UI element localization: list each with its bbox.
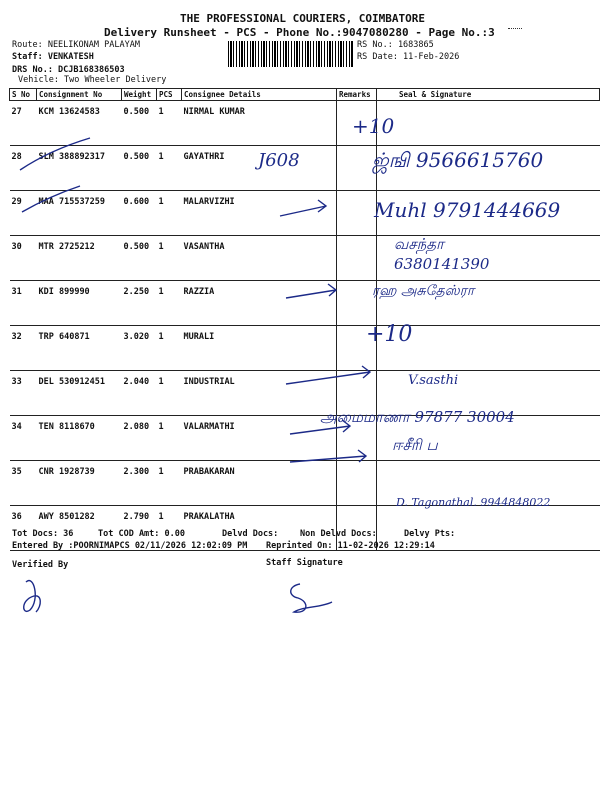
cell-consignee: NIRMAL KUMAR <box>182 101 337 146</box>
cell-pcs: 1 <box>157 326 182 371</box>
arrow-icon <box>290 450 366 462</box>
reprinted-on: Reprinted On: 11-02-2026 12:29:14 <box>266 541 435 551</box>
total-cod: Tot COD Amt: 0.00 <box>98 529 185 539</box>
cell-consignee: VASANTHA <box>182 236 337 281</box>
cell-sno: 35 <box>10 461 37 506</box>
cell-sno: 30 <box>10 236 37 281</box>
verified-by-label: Verified By <box>12 560 69 570</box>
cell-sno: 36 <box>10 506 37 551</box>
cell-sno: 27 <box>10 101 37 146</box>
cell-consignee: GAYATHRI <box>182 146 337 191</box>
handwritten-signature: ரஹ அசுதேஸ்ரா <box>372 283 475 299</box>
rs-number: RS No.: 1683865 <box>357 40 434 50</box>
drs-number: DRS No.: DCJB168386503 <box>12 65 125 75</box>
handwritten-signature: அமைமாணா 97877 30004 <box>320 408 515 426</box>
arrow-icon <box>280 200 326 216</box>
handwritten-remark: J608 <box>258 150 300 171</box>
cell-consignee: VALARMATHI <box>182 416 337 461</box>
handwritten-remark: +10 <box>352 114 395 138</box>
handwritten-signature: V.sasthi <box>408 373 459 388</box>
verifier-signature <box>24 580 41 612</box>
col-weight: Weight <box>122 89 157 101</box>
cell-consignment: MTR 2725212 <box>37 236 122 281</box>
cell-weight: 0.500 <box>122 146 157 191</box>
col-sno: S No <box>10 89 37 101</box>
cell-consignment: AWY 8501282 <box>37 506 122 551</box>
cell-consignment: TEN 8118670 <box>37 416 122 461</box>
handwritten-signature: ஈசீரி ப <box>392 436 438 454</box>
cell-sno: 28 <box>10 146 37 191</box>
handwritten-signature: வசந்தா 6380141390 <box>394 235 490 273</box>
cell-consignment: SLM 388892317 <box>37 146 122 191</box>
cell-sno: 33 <box>10 371 37 416</box>
cell-consignee: INDUSTRIAL <box>182 371 337 416</box>
cell-consignee: MALARVIZHI <box>182 191 337 236</box>
handwritten-signature: ஜ்ஙி 9566615760 <box>372 148 544 172</box>
arrow-icon <box>286 284 336 298</box>
cell-pcs: 1 <box>157 101 182 146</box>
cell-pcs: 1 <box>157 461 182 506</box>
cell-pcs: 1 <box>157 416 182 461</box>
entered-by: Entered By :POORNIMAPCS 02/11/2026 12:02:09 PM <box>12 541 248 551</box>
cell-consignment: KDI 899990 <box>37 281 122 326</box>
cell-consignee: MURALI <box>182 326 337 371</box>
staff-signature-label: Staff Signature <box>266 558 343 568</box>
cell-pcs: 1 <box>157 506 182 551</box>
runsheet-title: Delivery Runsheet - PCS - Phone No.:9047080280 - Page No.:3 <box>104 26 495 39</box>
cell-weight: 3.020 <box>122 326 157 371</box>
cell-consignment: DEL 530912451 <box>37 371 122 416</box>
company-name: THE PROFESSIONAL COURIERS, COIMBATORE <box>180 12 426 25</box>
cell-consignment: CNR 1928739 <box>37 461 122 506</box>
cell-weight: 0.500 <box>122 101 157 146</box>
arrow-icon <box>286 366 370 384</box>
cell-sno: 34 <box>10 416 37 461</box>
cell-weight: 2.250 <box>122 281 157 326</box>
cell-weight: 2.300 <box>122 461 157 506</box>
col-consignment: Consignment No <box>37 89 122 101</box>
cell-consignee: PRAKALATHA <box>182 506 337 551</box>
delivery-points: Delvy Pts: <box>404 529 456 539</box>
cell-weight: 2.790 <box>122 506 157 551</box>
cell-consignee: PRABAKARAN <box>182 461 337 506</box>
cell-pcs: 1 <box>157 191 182 236</box>
delivered-docs: Delvd Docs: <box>222 529 279 539</box>
route-label: Route: NEELIKONAM PALAYAM <box>12 40 140 50</box>
strike-mark <box>22 186 80 212</box>
rs-date: RS Date: 11-Feb-2026 <box>357 52 460 62</box>
cell-weight: 2.040 <box>122 371 157 416</box>
cell-sno: 32 <box>10 326 37 371</box>
cell-pcs: 1 <box>157 281 182 326</box>
vehicle-label: Vehicle: Two Wheeler Delivery <box>18 75 167 85</box>
strike-mark <box>20 138 90 170</box>
cell-pcs: 1 <box>157 146 182 191</box>
col-consignee: Consignee Details <box>182 89 337 101</box>
cell-weight: 0.600 <box>122 191 157 236</box>
handwritten-signature: D. Tagonathal. 9944848022 <box>396 496 551 509</box>
staff-label: Staff: VENKATESH <box>12 52 94 62</box>
total-docs: Tot Docs: 36 <box>12 529 74 539</box>
col-seal-signature: Seal & Signature <box>377 89 600 101</box>
cell-weight: 0.500 <box>122 236 157 281</box>
arrow-icon <box>290 420 350 434</box>
col-remarks: Remarks <box>337 89 377 101</box>
staff-signature-mark <box>291 584 332 612</box>
handwritten-signature: Muhl 9791444669 <box>374 198 561 222</box>
cell-pcs: 1 <box>157 236 182 281</box>
cell-consignee: RAZZIA <box>182 281 337 326</box>
cell-consignment: TRP 640871 <box>37 326 122 371</box>
handwritten-remark: +10 <box>366 322 413 347</box>
cell-weight: 2.080 <box>122 416 157 461</box>
cell-sno: 31 <box>10 281 37 326</box>
non-delivered-docs: Non Delvd Docs: <box>300 529 377 539</box>
cell-consignment: KCM 13624583 <box>37 101 122 146</box>
cell-sno: 29 <box>10 191 37 236</box>
col-pcs: PCS <box>157 89 182 101</box>
cell-pcs: 1 <box>157 371 182 416</box>
cell-consignment: MAA 715537259 <box>37 191 122 236</box>
